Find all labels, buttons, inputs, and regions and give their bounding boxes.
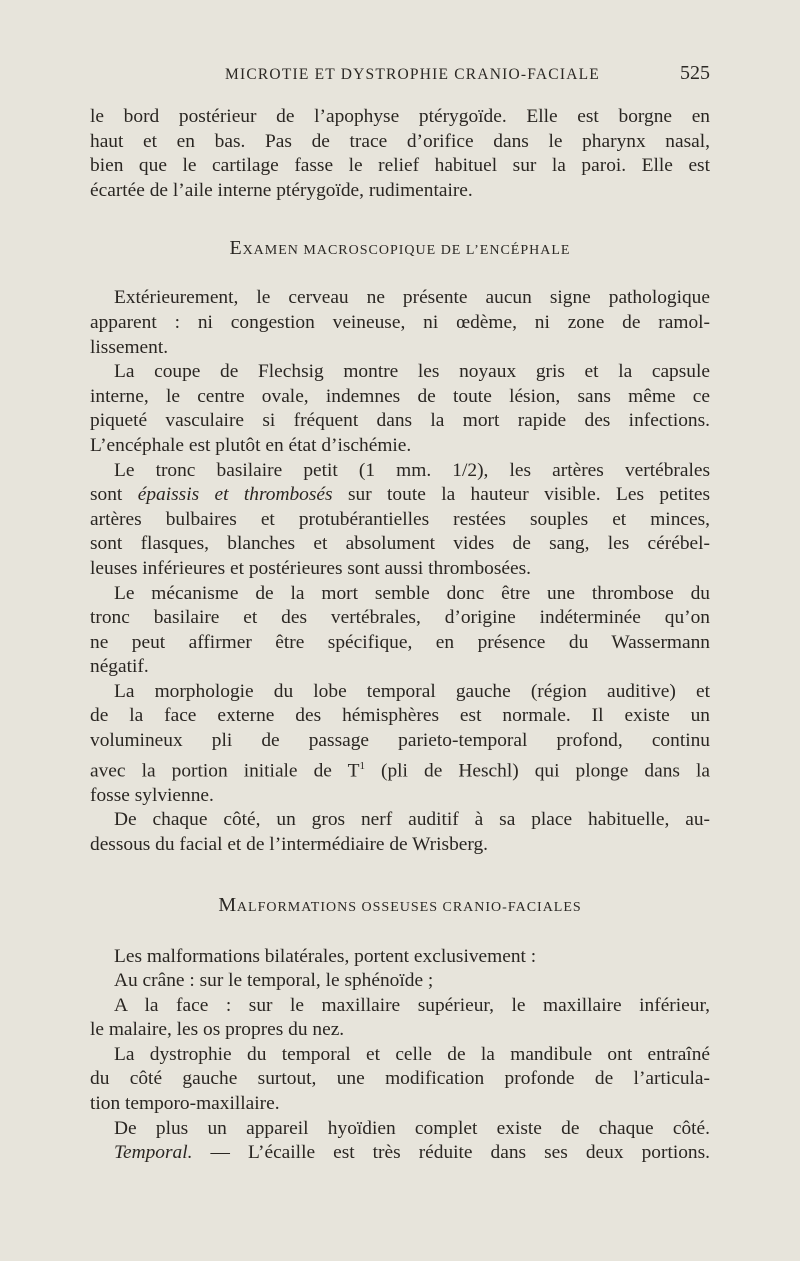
page-body xyxy=(90,105,710,1166)
heading-rest: XAMEN MACROSCOPIQUE DE L’ENCÉPHALE xyxy=(242,243,571,259)
text-line: le bord postérieur de l’apophyse ptérygoïde. Elle est borgne en xyxy=(90,106,710,127)
text-line: piqueté vasculaire si fréquent dans la mort rapide des infections. xyxy=(90,410,710,432)
text-line: De chaque côté, un gros nerf auditif à sa place habituelle, au- xyxy=(114,809,710,831)
text-line: Extérieurement, le cerveau ne présente aucun signe pathologique xyxy=(114,287,710,309)
text-line: La morphologie du lobe temporal gauche (région auditive) et xyxy=(114,680,710,702)
text-line: de la face externe des hémisphères est normale. Il existe un xyxy=(90,705,710,727)
running-title: MICROTIE ET DYSTROPHIE CRANIO-FACIALE xyxy=(225,66,600,83)
heading-rest: ALFORMATIONS OSSEUSES CRANIO-FACIALES xyxy=(236,899,582,915)
text-line: bien que le cartilage fasse le relief habituel sur la paroi. Elle est xyxy=(90,155,710,177)
text-line: écartée de l’aile interne ptérygoïde, rudimentaire. xyxy=(90,179,473,201)
text-segment: sur toute la hauteur visible. Les petites xyxy=(347,484,710,506)
text-line: haut et en bas. Pas de trace d’orifice dans le pharynx nasal, xyxy=(90,130,710,152)
text-line: volumineux pli de passage parieto-temporal profond, continu xyxy=(90,730,710,752)
text-line: L’encéphale est plutôt en état d’ischémie. xyxy=(90,434,412,456)
text-line: De plus un appareil hyoïdien complet existe de chaque côté. xyxy=(114,1117,710,1139)
text-line: dessous du facial et de l’intermédiaire de Wrisberg. xyxy=(90,833,489,855)
page-header xyxy=(90,62,710,88)
text-segment: (pli de Heschl) qui plonge dans la xyxy=(381,760,710,782)
italic-text: Temporal. xyxy=(114,1142,193,1164)
superscript: 1 xyxy=(359,759,365,772)
text-line: Le tronc basilaire petit (1 mm. 1/2), les artères vertébrales xyxy=(114,459,710,481)
text-line xyxy=(90,754,710,784)
text-line: apparent : ni congestion veineuse, ni œdème, ni zone de ramol- xyxy=(90,311,710,333)
text-line: tion temporo-maxillaire. xyxy=(90,1093,280,1115)
text-line xyxy=(90,1141,710,1166)
text-line: Au crâne : sur le temporal, le sphénoïde ; xyxy=(114,970,434,992)
text-segment: — L’écaille est très réduite dans ses deux portions. xyxy=(210,1142,710,1164)
text-line: interne, le centre ovale, indemnes de toute lésion, sans même ce xyxy=(90,385,710,407)
text-line: sont flasques, blanches et absolument vides de sang, les cérébel- xyxy=(90,533,710,555)
text-segment: avec la portion initiale de T xyxy=(90,760,360,782)
text-line xyxy=(90,483,710,508)
text-line: fosse sylvienne. xyxy=(90,784,214,806)
text-line: La coupe de Flechsig montre les noyaux gris et la capsule xyxy=(114,361,710,383)
text-line: Le mécanisme de la mort semble donc être une thrombose du xyxy=(114,582,710,604)
text-line: La dystrophie du temporal et celle de la mandibule ont entraîné xyxy=(114,1043,710,1065)
section-heading-malformations xyxy=(90,894,710,917)
text-line: A la face : sur le maxillaire supérieur, le maxillaire inférieur, xyxy=(114,994,710,1016)
text-line: lissement. xyxy=(90,336,169,358)
text-line: Les malformations bilatérales, portent exclusivement : xyxy=(114,945,537,967)
heading-initial: M xyxy=(218,893,237,916)
text-line: tronc basilaire et des vertébrales, d’origine indéterminée qu’on xyxy=(90,607,710,629)
text-line: négatif. xyxy=(90,656,149,678)
page-number: 525 xyxy=(680,62,710,84)
text-segment: sont xyxy=(90,484,123,506)
section-heading-encephale xyxy=(90,237,710,260)
italic-text: épaissis et thrombosés xyxy=(137,484,333,506)
text-line: du côté gauche surtout, une modification profonde de l’articula- xyxy=(90,1068,710,1090)
heading-initial: E xyxy=(229,237,243,260)
text-line: le malaire, les os propres du nez. xyxy=(90,1019,345,1041)
text-line: artères bulbaires et protubérantielles restées souples et minces, xyxy=(90,508,710,530)
text-line: leuses inférieures et postérieures sont aussi thrombosées. xyxy=(90,557,532,579)
text-line: ne peut affirmer être spécifique, en présence du Wassermann xyxy=(90,631,710,653)
